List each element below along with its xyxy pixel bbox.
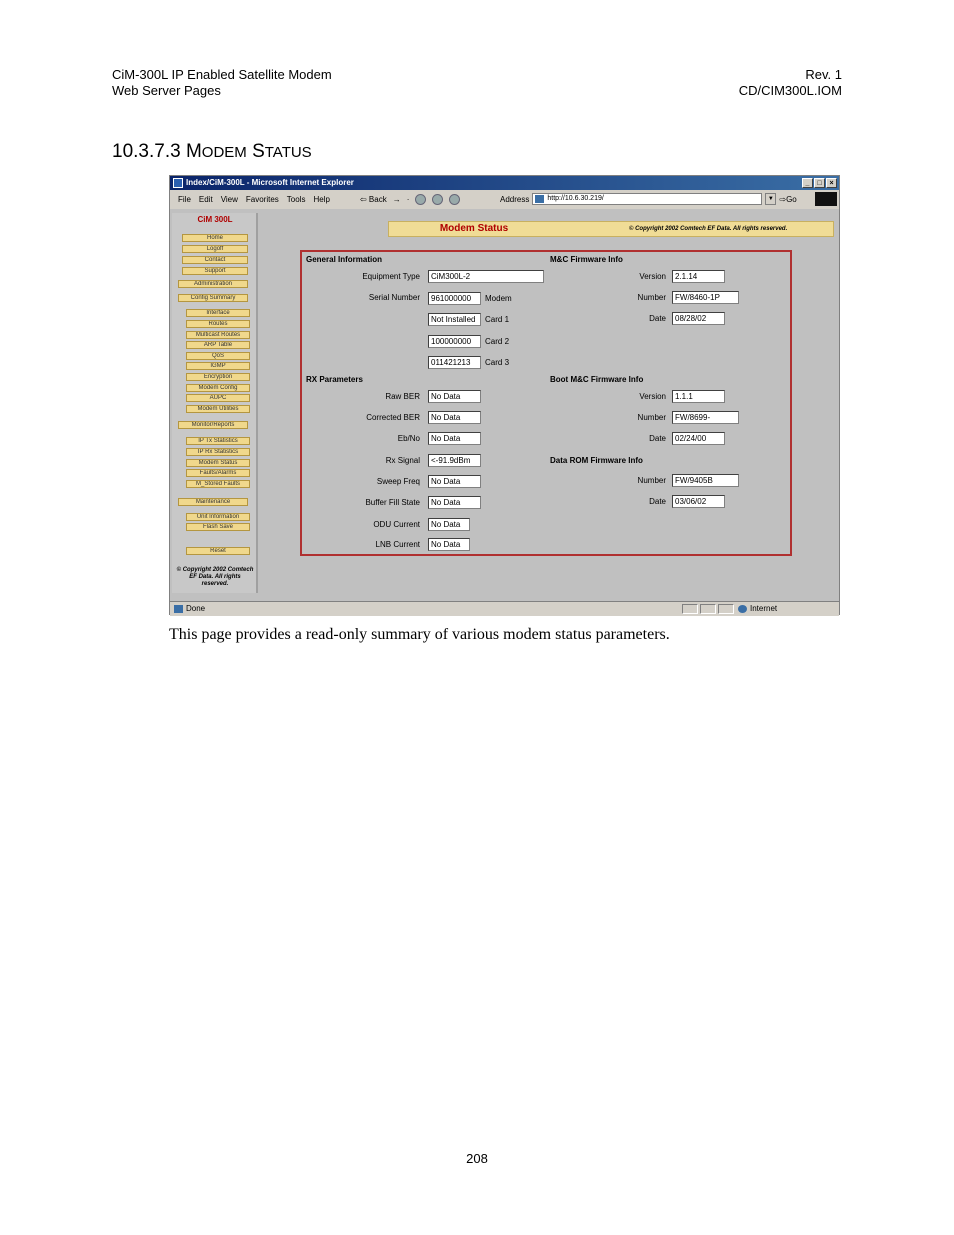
serial-card3-label: Card 3 (485, 358, 510, 367)
browser-window (169, 175, 840, 615)
sweep-freq-label: Sweep Freq (376, 477, 420, 486)
nav-routes[interactable]: Routes (186, 320, 250, 328)
browser-statusbar (170, 601, 839, 616)
boot-fw-number-field[interactable]: FW/8699- (672, 411, 739, 424)
modem-status-page (266, 209, 841, 601)
mc-fw-heading: M&C Firmware Info (550, 255, 623, 264)
odu-current-field[interactable]: No Data (428, 518, 470, 531)
page-copyright: © Copyright 2002 Comtech EF Data. All rights reserved. (629, 226, 788, 232)
address-input[interactable]: http://10.6.30.219/ (532, 193, 762, 205)
minimize-button[interactable]: _ (802, 178, 813, 188)
serial-card1-label: Card 1 (485, 315, 510, 324)
status-cell (682, 604, 698, 614)
mc-fw-date-field[interactable]: 08/28/02 (672, 312, 725, 325)
status-text: Done (186, 604, 206, 613)
serial-number-label: Serial Number (368, 293, 420, 302)
odu-current-label: ODU Current (373, 520, 420, 529)
refresh-icon[interactable] (432, 194, 443, 205)
menu-favorites[interactable]: Favorites (245, 194, 279, 204)
menu-view[interactable]: View (220, 194, 238, 204)
serial-card2-field[interactable]: 100000000 (428, 335, 481, 348)
doc-subtitle: Web Server Pages (112, 83, 221, 98)
lnb-current-label: LNB Current (375, 540, 420, 549)
rx-params-heading: RX Parameters (306, 375, 363, 384)
nav-aupc[interactable]: AUPC (186, 394, 250, 402)
boot-fw-version-field[interactable]: 1.1.1 (672, 390, 725, 403)
brand-logo: CiM 300L (197, 215, 233, 224)
address-label: Address (500, 194, 530, 204)
close-button[interactable]: × (826, 178, 837, 188)
mc-fw-number-label: Number (637, 293, 666, 302)
boot-fw-date-label: Date (649, 434, 666, 443)
ie-icon (173, 178, 183, 188)
status-cell (700, 604, 716, 614)
menu-help[interactable]: Help (313, 194, 330, 204)
equipment-type-field[interactable]: CiM300L-2 (428, 270, 544, 283)
go-button[interactable]: ⇨Go (779, 194, 797, 204)
rom-fw-number-field[interactable]: FW/9405B (672, 474, 739, 487)
serial-card3-field[interactable]: 011421213 (428, 356, 481, 369)
mc-fw-date-label: Date (649, 314, 666, 323)
nav-encryption[interactable]: Encryption (186, 373, 250, 381)
boot-fw-heading: Boot M&C Firmware Info (550, 375, 644, 384)
windows-logo-icon (815, 192, 837, 206)
rom-fw-date-field[interactable]: 03/06/02 (672, 495, 725, 508)
serial-card1-field[interactable]: Not Installed (428, 313, 481, 326)
serial-modem-label: Modem (485, 294, 512, 303)
nav-arp-table[interactable]: ARP Table (186, 341, 250, 349)
nav-modem-status[interactable]: Modem Status (186, 459, 250, 467)
page-title: Modem Status (439, 223, 509, 234)
back-button[interactable]: ⇦ Back (360, 194, 387, 204)
serial-modem-field[interactable]: 961000000 (428, 292, 481, 305)
nav-unit-information[interactable]: Unit Information (186, 513, 250, 521)
nav-maintenance[interactable]: Maintenance (178, 498, 248, 506)
sweep-freq-field[interactable]: No Data (428, 475, 481, 488)
nav-ip-rx-statistics[interactable]: IP Rx Statistics (186, 448, 250, 456)
nav-monitor-reports[interactable]: Monitor/Reports (178, 421, 248, 429)
page-done-icon (174, 605, 183, 613)
internet-zone-icon (738, 605, 747, 613)
ebno-label: Eb/No (397, 434, 420, 443)
nav-home[interactable]: Home (182, 234, 248, 242)
doc-id: CD/CIM300L.IOM (738, 83, 842, 98)
mc-fw-version-label: Version (639, 272, 666, 281)
doc-title: CiM-300L IP Enabled Satellite Modem (112, 67, 332, 82)
status-cell (718, 604, 734, 614)
nav-modem-utilities[interactable]: Modem Utilities (186, 405, 250, 413)
window-title: Index/CiM-300L - Microsoft Internet Explorer (186, 178, 354, 187)
rx-signal-field[interactable]: <-91.9dBm (428, 454, 481, 467)
page-icon (535, 195, 544, 203)
rom-fw-number-label: Number (637, 476, 666, 485)
rx-signal-label: Rx Signal (385, 456, 420, 465)
rom-fw-heading: Data ROM Firmware Info (550, 456, 643, 465)
boot-fw-version-label: Version (639, 392, 666, 401)
raw-ber-label: Raw BER (385, 392, 420, 401)
nav-support[interactable]: Support (182, 267, 248, 275)
raw-ber-field[interactable]: No Data (428, 390, 481, 403)
address-bar (500, 192, 840, 206)
nav-stored-faults[interactable]: M_Stored Faults (186, 480, 250, 488)
corrected-ber-field[interactable]: No Data (428, 411, 481, 424)
lnb-current-field[interactable]: No Data (428, 538, 470, 551)
address-dropdown-icon[interactable]: ▼ (765, 193, 776, 205)
buffer-fill-field[interactable]: No Data (428, 496, 481, 509)
doc-header-right (739, 67, 842, 99)
nav-interface[interactable]: Interface (186, 309, 250, 317)
forward-menu-button[interactable]: · (406, 194, 410, 204)
serial-card2-label: Card 2 (485, 337, 510, 346)
nav-contact[interactable]: Contact (182, 256, 248, 264)
sidebar-nav (172, 213, 258, 593)
menu-edit[interactable]: Edit (198, 194, 213, 204)
home-icon[interactable] (449, 194, 460, 205)
equipment-type-label: Equipment Type (362, 272, 420, 281)
status-panel (300, 250, 792, 556)
nav-ip-tx-statistics[interactable]: IP Tx Statistics (186, 437, 250, 445)
nav-reset[interactable]: Reset (186, 547, 250, 555)
browser-toolbar (360, 190, 500, 208)
section-heading: 10.3.7.3 MODEM STATUS (112, 141, 312, 162)
nav-multicast-routes[interactable]: Multicast Routes (186, 331, 250, 339)
nav-logoff[interactable]: Logoff (182, 245, 248, 253)
nav-config-summary[interactable]: Config Summary (178, 294, 248, 302)
rom-fw-date-label: Date (649, 497, 666, 506)
page-banner (388, 221, 834, 237)
nav-faults-alarms[interactable]: Faults/Alarms (186, 469, 250, 477)
page-content (170, 209, 839, 601)
menu-file[interactable]: File (178, 194, 191, 204)
maximize-button[interactable]: □ (814, 178, 825, 188)
doc-revision: Rev. 1 (805, 67, 842, 82)
general-info-heading: General Information (306, 255, 383, 264)
boot-fw-date-field[interactable]: 02/24/00 (672, 432, 725, 445)
buffer-fill-label: Buffer Fill State (365, 498, 420, 507)
page-number: 208 (466, 1151, 488, 1166)
ebno-field[interactable]: No Data (428, 432, 481, 445)
window-titlebar (170, 176, 839, 190)
mc-fw-number-field[interactable]: FW/8460-1P (672, 291, 739, 304)
sidebar-copyright: © Copyright 2002 Comtech EF Data. All rights reserved. (176, 567, 254, 587)
boot-fw-number-label: Number (637, 413, 666, 422)
nav-flash-save[interactable]: Flash Save (186, 523, 250, 531)
menu-tools[interactable]: Tools (286, 194, 306, 204)
corrected-ber-label: Corrected BER (366, 413, 420, 422)
figure-caption: This page provides a read-only summary of various modem status parameters. (169, 626, 670, 643)
nav-igmp[interactable]: IGMP (186, 362, 250, 370)
forward-button[interactable]: → (392, 194, 401, 204)
nav-qos[interactable]: QoS (186, 352, 250, 360)
window-controls (802, 178, 837, 188)
doc-header-left (112, 67, 332, 99)
nav-modem-config[interactable]: Modem Config (186, 384, 250, 392)
stop-icon[interactable] (415, 194, 426, 205)
nav-administration[interactable]: Administration (178, 280, 248, 288)
zone-text: Internet (750, 604, 778, 613)
menu-bar (170, 190, 360, 208)
mc-fw-version-field[interactable]: 2.1.14 (672, 270, 725, 283)
